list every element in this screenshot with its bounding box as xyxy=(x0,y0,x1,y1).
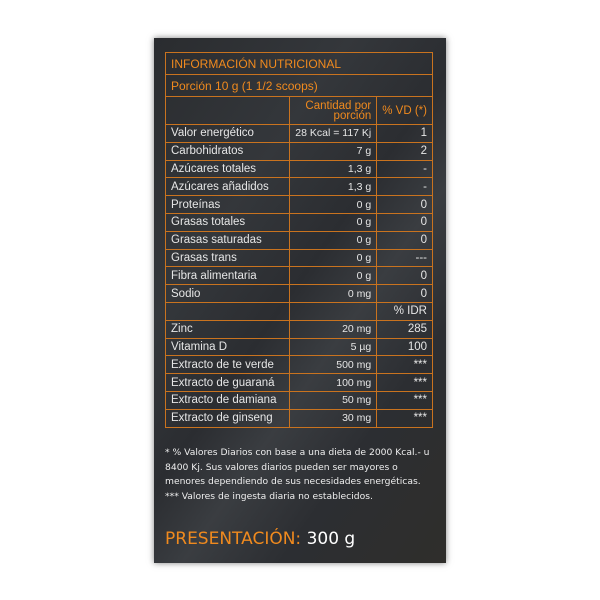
nutrient-name: Fibra alimentaria xyxy=(166,267,290,285)
nutrient-amount: 0 g xyxy=(290,267,377,285)
nutrient-percent: *** xyxy=(377,391,433,409)
nutrient-percent: 0 xyxy=(377,231,433,249)
table-row xyxy=(166,409,433,427)
nutrient-amount: 30 mg xyxy=(290,409,377,427)
nutrient-amount: 20 mg xyxy=(290,320,377,338)
nutrient-name: Vitamina D xyxy=(166,338,290,356)
nutrient-percent: 0 xyxy=(377,267,433,285)
nutrient-name: Sodio xyxy=(166,285,290,303)
table-row xyxy=(166,391,433,409)
table-row xyxy=(166,267,433,285)
nutrient-name: Azúcares añadidos xyxy=(166,178,290,196)
nutrient-name: Proteínas xyxy=(166,196,290,214)
nutrient-name: Extracto de guaraná xyxy=(166,374,290,392)
table-row xyxy=(166,178,433,196)
nutrient-amount: 100 mg xyxy=(290,374,377,392)
nutrient-amount: 7 g xyxy=(290,142,377,160)
nutrient-amount: 1,3 g xyxy=(290,160,377,178)
amount-header: Cantidad por porción xyxy=(290,97,377,125)
nutrient-name: Zinc xyxy=(166,320,290,338)
nutrient-percent: - xyxy=(377,178,433,196)
portion-size: Porción 10 g (1 1/2 scoops) xyxy=(166,75,433,97)
nutrient-amount: 500 mg xyxy=(290,356,377,374)
nutrient-name: Extracto de te verde xyxy=(166,356,290,374)
idr-header: % IDR xyxy=(377,302,433,320)
nutrient-amount: 5 µg xyxy=(290,338,377,356)
nutrient-percent: *** xyxy=(377,356,433,374)
nutrient-name: Grasas trans xyxy=(166,249,290,267)
nutrient-name: Extracto de ginseng xyxy=(166,409,290,427)
nutrient-amount: 1,3 g xyxy=(290,178,377,196)
nutrient-name: Extracto de damiana xyxy=(166,391,290,409)
nutrient-amount: 0 g xyxy=(290,249,377,267)
label-title: INFORMACIÓN NUTRICIONAL xyxy=(166,53,433,75)
footnote: * % Valores Diarios con base a una dieta de 2000 Kcal.- u 8400 Kj. Sus valores diarios pueden ser mayores o menores dependiendo de sus necesidades energéticas. *** Valores de ingesta diaria no establecidos. xyxy=(165,447,430,502)
table-row xyxy=(166,285,433,303)
nutrition-label-panel xyxy=(154,38,446,563)
table-row xyxy=(166,125,433,143)
table-row xyxy=(166,320,433,338)
nutrient-percent: 100 xyxy=(377,338,433,356)
nutrient-percent: 1 xyxy=(377,125,433,143)
presentation-label: PRESENTACIÓN: xyxy=(165,529,302,549)
table-row xyxy=(166,231,433,249)
table-row xyxy=(166,196,433,214)
idr-header-row xyxy=(166,302,433,320)
table-row xyxy=(166,356,433,374)
nutrient-percent: 0 xyxy=(377,213,433,231)
nutrient-percent: - xyxy=(377,160,433,178)
nutrient-amount: 50 mg xyxy=(290,391,377,409)
nutrient-name: Valor energético xyxy=(166,125,290,143)
presentation xyxy=(165,529,355,549)
table-row xyxy=(166,374,433,392)
nutrient-percent: *** xyxy=(377,374,433,392)
nutrient-percent: 2 xyxy=(377,142,433,160)
table-row xyxy=(166,142,433,160)
nutrient-name: Grasas totales xyxy=(166,213,290,231)
presentation-value: 300 g xyxy=(306,529,356,549)
nutrition-table xyxy=(165,52,433,428)
nutrient-amount: 0 g xyxy=(290,231,377,249)
nutrient-percent: 0 xyxy=(377,196,433,214)
nutrient-amount: 0 mg xyxy=(290,285,377,303)
nutrient-name: Grasas saturadas xyxy=(166,231,290,249)
nutrient-percent: 285 xyxy=(377,320,433,338)
nutrient-percent: *** xyxy=(377,409,433,427)
vd-header: % VD (*) xyxy=(377,97,433,125)
nutrient-amount: 0 g xyxy=(290,196,377,214)
nutrient-name: Azúcares totales xyxy=(166,160,290,178)
nutrient-amount: 28 Kcal = 117 Kj xyxy=(290,125,377,143)
nutrient-percent: --- xyxy=(377,249,433,267)
table-row xyxy=(166,213,433,231)
nutrient-name: Carbohidratos xyxy=(166,142,290,160)
table-row xyxy=(166,249,433,267)
table-row xyxy=(166,338,433,356)
nutrient-percent: 0 xyxy=(377,285,433,303)
nutrient-amount: 0 g xyxy=(290,213,377,231)
table-row xyxy=(166,160,433,178)
